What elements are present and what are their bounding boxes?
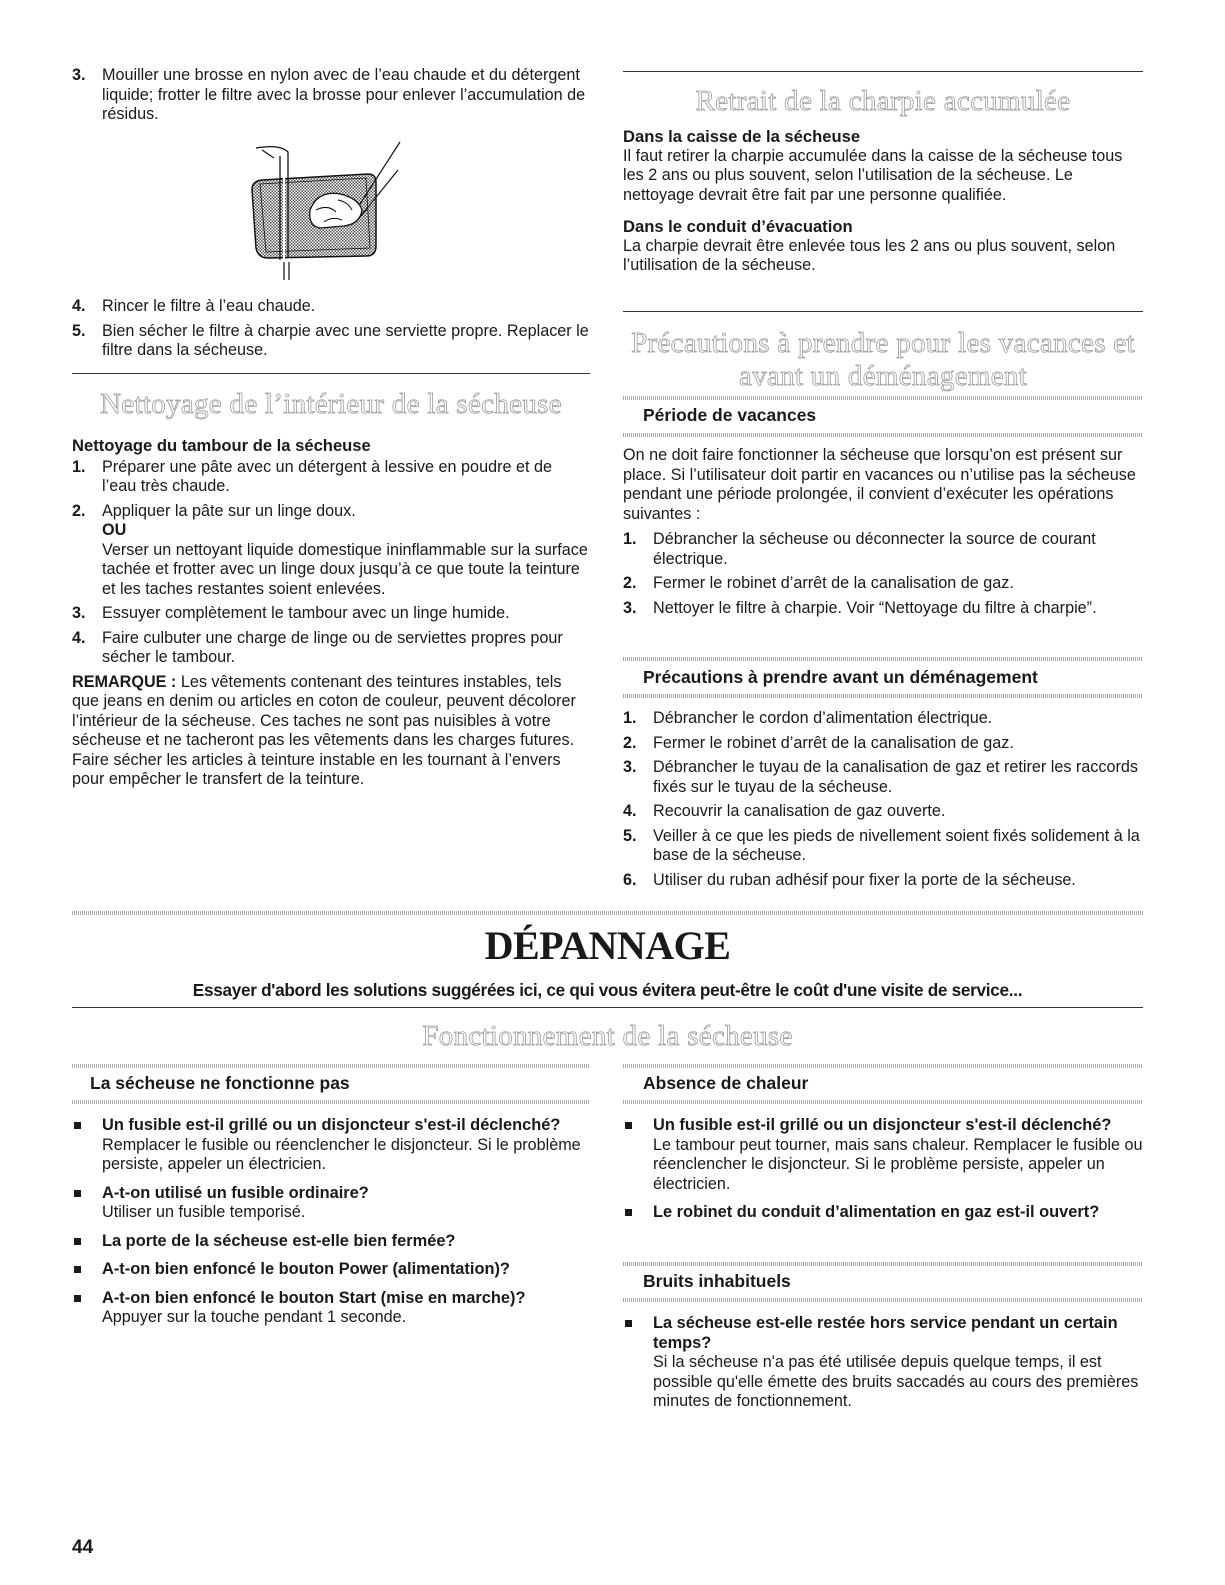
lint-filter-brush-illustration <box>240 138 410 288</box>
lint-filter-steps-top <box>72 66 590 130</box>
problem-heading: La sécheuse ne fonctionne pas <box>90 1073 350 1093</box>
section-divider <box>623 71 1143 72</box>
paragraph: La charpie devrait être enlevée tous les 2 ans ou plus souvent, selon l’utilisation de la sécheuse. <box>623 236 1116 274</box>
no-heat-list <box>623 1116 1143 1232</box>
problem-heading: Absence de chaleur <box>643 1073 809 1093</box>
note-label: REMARQUE : <box>72 672 177 691</box>
vacation-section <box>623 446 1143 623</box>
checklist-item: Un fusible est-il grillé ou un disjoncteur s'est-il déclenché? Le tambour peut tourner, mais sans chaleur. Remplacer le fusible ou réenclencher le disjoncteur. Si le problème persiste, appeler un électricien. <box>623 1116 1143 1194</box>
bullet-square-icon <box>74 1122 81 1129</box>
paragraph: On ne doit faire fonctionner la sécheuse que lorsqu’on est présent sur place. Si l’utilisateur doit partir en vacances ou n’utilise pas la sécheuse pendant une période prolongée, il convient d’exécuter les opérations suivantes : <box>623 446 1136 523</box>
checklist-item: A-t-on bien enfoncé le bouton Power (alimentation)? <box>72 1260 590 1280</box>
page-title: DÉPANNAGE <box>484 923 731 968</box>
step-item: 4. Faire culbuter une charge de linge ou de serviettes propres pour sécher le tambour. <box>72 628 563 666</box>
hatch-rule <box>72 1064 590 1068</box>
hatch-rule <box>623 1298 1143 1302</box>
step-item: 3. Mouiller une brosse en nylon avec de l’eau chaude et du détergent liquide; frotter le filtre avec la brosse pour enlever l’accumulation de résidus. <box>72 66 586 123</box>
lint-filter-steps-bottom <box>72 297 590 366</box>
checklist-item: A-t-on utilisé un fusible ordinaire? Utiliser un fusible temporisé. <box>72 1184 590 1223</box>
step-item: 3. Débrancher le tuyau de la canalisation de gaz et retirer les raccords fixés sur le tuyau de la sécheuse. <box>623 758 1138 796</box>
section-title: Précautions à prendre pour les vacances et avant un déménagement <box>631 327 1135 392</box>
subsection-title: Nettoyage du tambour de la sécheuse <box>72 436 371 455</box>
subsection-title: Dans le conduit d’évacuation <box>623 217 853 236</box>
section-title: Fonctionnement de la sécheuse <box>422 1020 793 1052</box>
bullet-square-icon <box>625 1209 632 1216</box>
problem-heading: Bruits inhabituels <box>643 1271 791 1291</box>
section-divider <box>72 373 590 374</box>
step-item: 1. Débrancher la sécheuse ou déconnecter la source de courant électrique. <box>623 530 1096 568</box>
step-item: 2. Fermer le robinet d’arrêt de la canalisation de gaz. <box>623 733 1014 752</box>
subsection-title: Dans la caisse de la sécheuse <box>623 127 861 146</box>
hatch-rule <box>72 911 1143 915</box>
section-title: Nettoyage de l’intérieur de la sécheuse <box>100 388 562 420</box>
page-number: 44 <box>72 1537 94 1558</box>
bullet-square-icon <box>74 1266 81 1273</box>
dryer-not-running-list <box>72 1116 590 1337</box>
hatch-rule <box>623 433 1143 437</box>
checklist-item: Le robinet du conduit d’alimentation en gaz est-il ouvert? <box>623 1203 1143 1223</box>
step-item: 1. Préparer une pâte avec un détergent à lessive en poudre et de l’eau très chaude. <box>72 457 552 495</box>
step-item: 2. Appliquer la pâte sur un linge doux. OU Verser un nettoyant liquide domestique ininflammable sur la surface tachée et frotter avec un linge doux jusqu’à ce que toute la teinture et les taches restantes soient enlevées. <box>72 501 588 598</box>
step-item: 6. Utiliser du ruban adhésif pour fixer la porte de la sécheuse. <box>623 870 1076 889</box>
hatch-rule <box>623 1100 1143 1104</box>
section-divider <box>72 1007 1143 1008</box>
step-item: 1. Débrancher le cordon d’alimentation électrique. <box>623 709 993 727</box>
checklist-item: Un fusible est-il grillé ou un disjoncteur s'est-il déclenché? Remplacer le fusible ou réenclencher le disjoncteur. Si le problème persiste, appeler un électricien. <box>72 1116 590 1175</box>
hatch-rule <box>623 1262 1143 1266</box>
bullet-square-icon <box>625 1320 632 1327</box>
subsection-title: Période de vacances <box>643 405 817 425</box>
step-item: 4. Recouvrir la canalisation de gaz ouverte. <box>623 802 946 820</box>
step-item: 3. Essuyer complètement le tambour avec un linge humide. <box>72 604 510 622</box>
step-item: 5. Bien sécher le filtre à charpie avec une serviette propre. Replacer le filtre dans la sécheuse. <box>72 321 589 359</box>
hatch-rule <box>72 1100 590 1104</box>
moving-section <box>623 709 1143 895</box>
unusual-noise-list <box>623 1314 1143 1421</box>
interior-cleaning-section <box>72 389 590 790</box>
subsection-title: Précautions à prendre avant un déménagement <box>643 667 1038 687</box>
hatch-rule <box>623 694 1143 698</box>
section-title: Retrait de la charpie accumulée <box>695 85 1071 117</box>
paragraph: Il faut retirer la charpie accumulée dans la caisse de la sécheuse tous les 2 ans ou plus souvent, selon l’utilisation de la sécheuse. Le nettoyage devrait être fait par une personne qualifiée. <box>623 146 1123 204</box>
checklist-item: La porte de la sécheuse est-elle bien fermée? <box>72 1232 590 1252</box>
or-label: OU <box>102 521 127 539</box>
bullet-square-icon <box>625 1122 632 1129</box>
bullet-square-icon <box>74 1190 81 1197</box>
section-divider <box>623 311 1143 312</box>
tagline: Essayer d'abord les solutions suggérées ici, ce qui vous évitera peut-être le coût d'une visite de service... <box>192 980 1023 1000</box>
hatch-rule <box>623 396 1143 400</box>
checklist-item: La sécheuse est-elle restée hors service pendant un certain temps? Si la sécheuse n'a pas été utilisée depuis quelque temps, il est possible qu'elle émette des bruits saccadés au cours des premières minutes de fonctionnement. <box>623 1314 1143 1412</box>
bullet-square-icon <box>74 1238 81 1245</box>
checklist-item: A-t-on bien enfoncé le bouton Start (mise en marche)? Appuyer sur la touche pendant 1 seconde. <box>72 1289 590 1328</box>
bullet-square-icon <box>74 1295 81 1302</box>
lint-removal-section <box>623 86 1143 276</box>
hatch-rule <box>623 657 1143 661</box>
note-paragraph: REMARQUE : Les vêtements contenant des teintures instables, tels que jeans en denim ou articles en coton de couleur, peuvent décolorer l’intérieur de la sécheuse. Ces taches ne sont pas nuisibles à votre sécheuse et ne tacheront pas les vêtements dans les charges futures. Faire sécher les articles à teinture instable en les tournant à l’envers pour empêcher le transfert de la teinture. <box>72 672 576 788</box>
step-item: 4. Rincer le filtre à l’eau chaude. <box>72 297 316 315</box>
step-item: 5. Veiller à ce que les pieds de nivellement soient fixés solidement à la base de la sécheuse. <box>623 826 1140 864</box>
step-item: 2. Fermer le robinet d’arrêt de la canalisation de gaz. <box>623 574 1014 592</box>
step-item: 3. Nettoyer le filtre à charpie. Voir “Nettoyage du filtre à charpie”. <box>623 598 1097 617</box>
hatch-rule <box>623 1064 1143 1068</box>
vacation-title-block <box>623 327 1143 393</box>
